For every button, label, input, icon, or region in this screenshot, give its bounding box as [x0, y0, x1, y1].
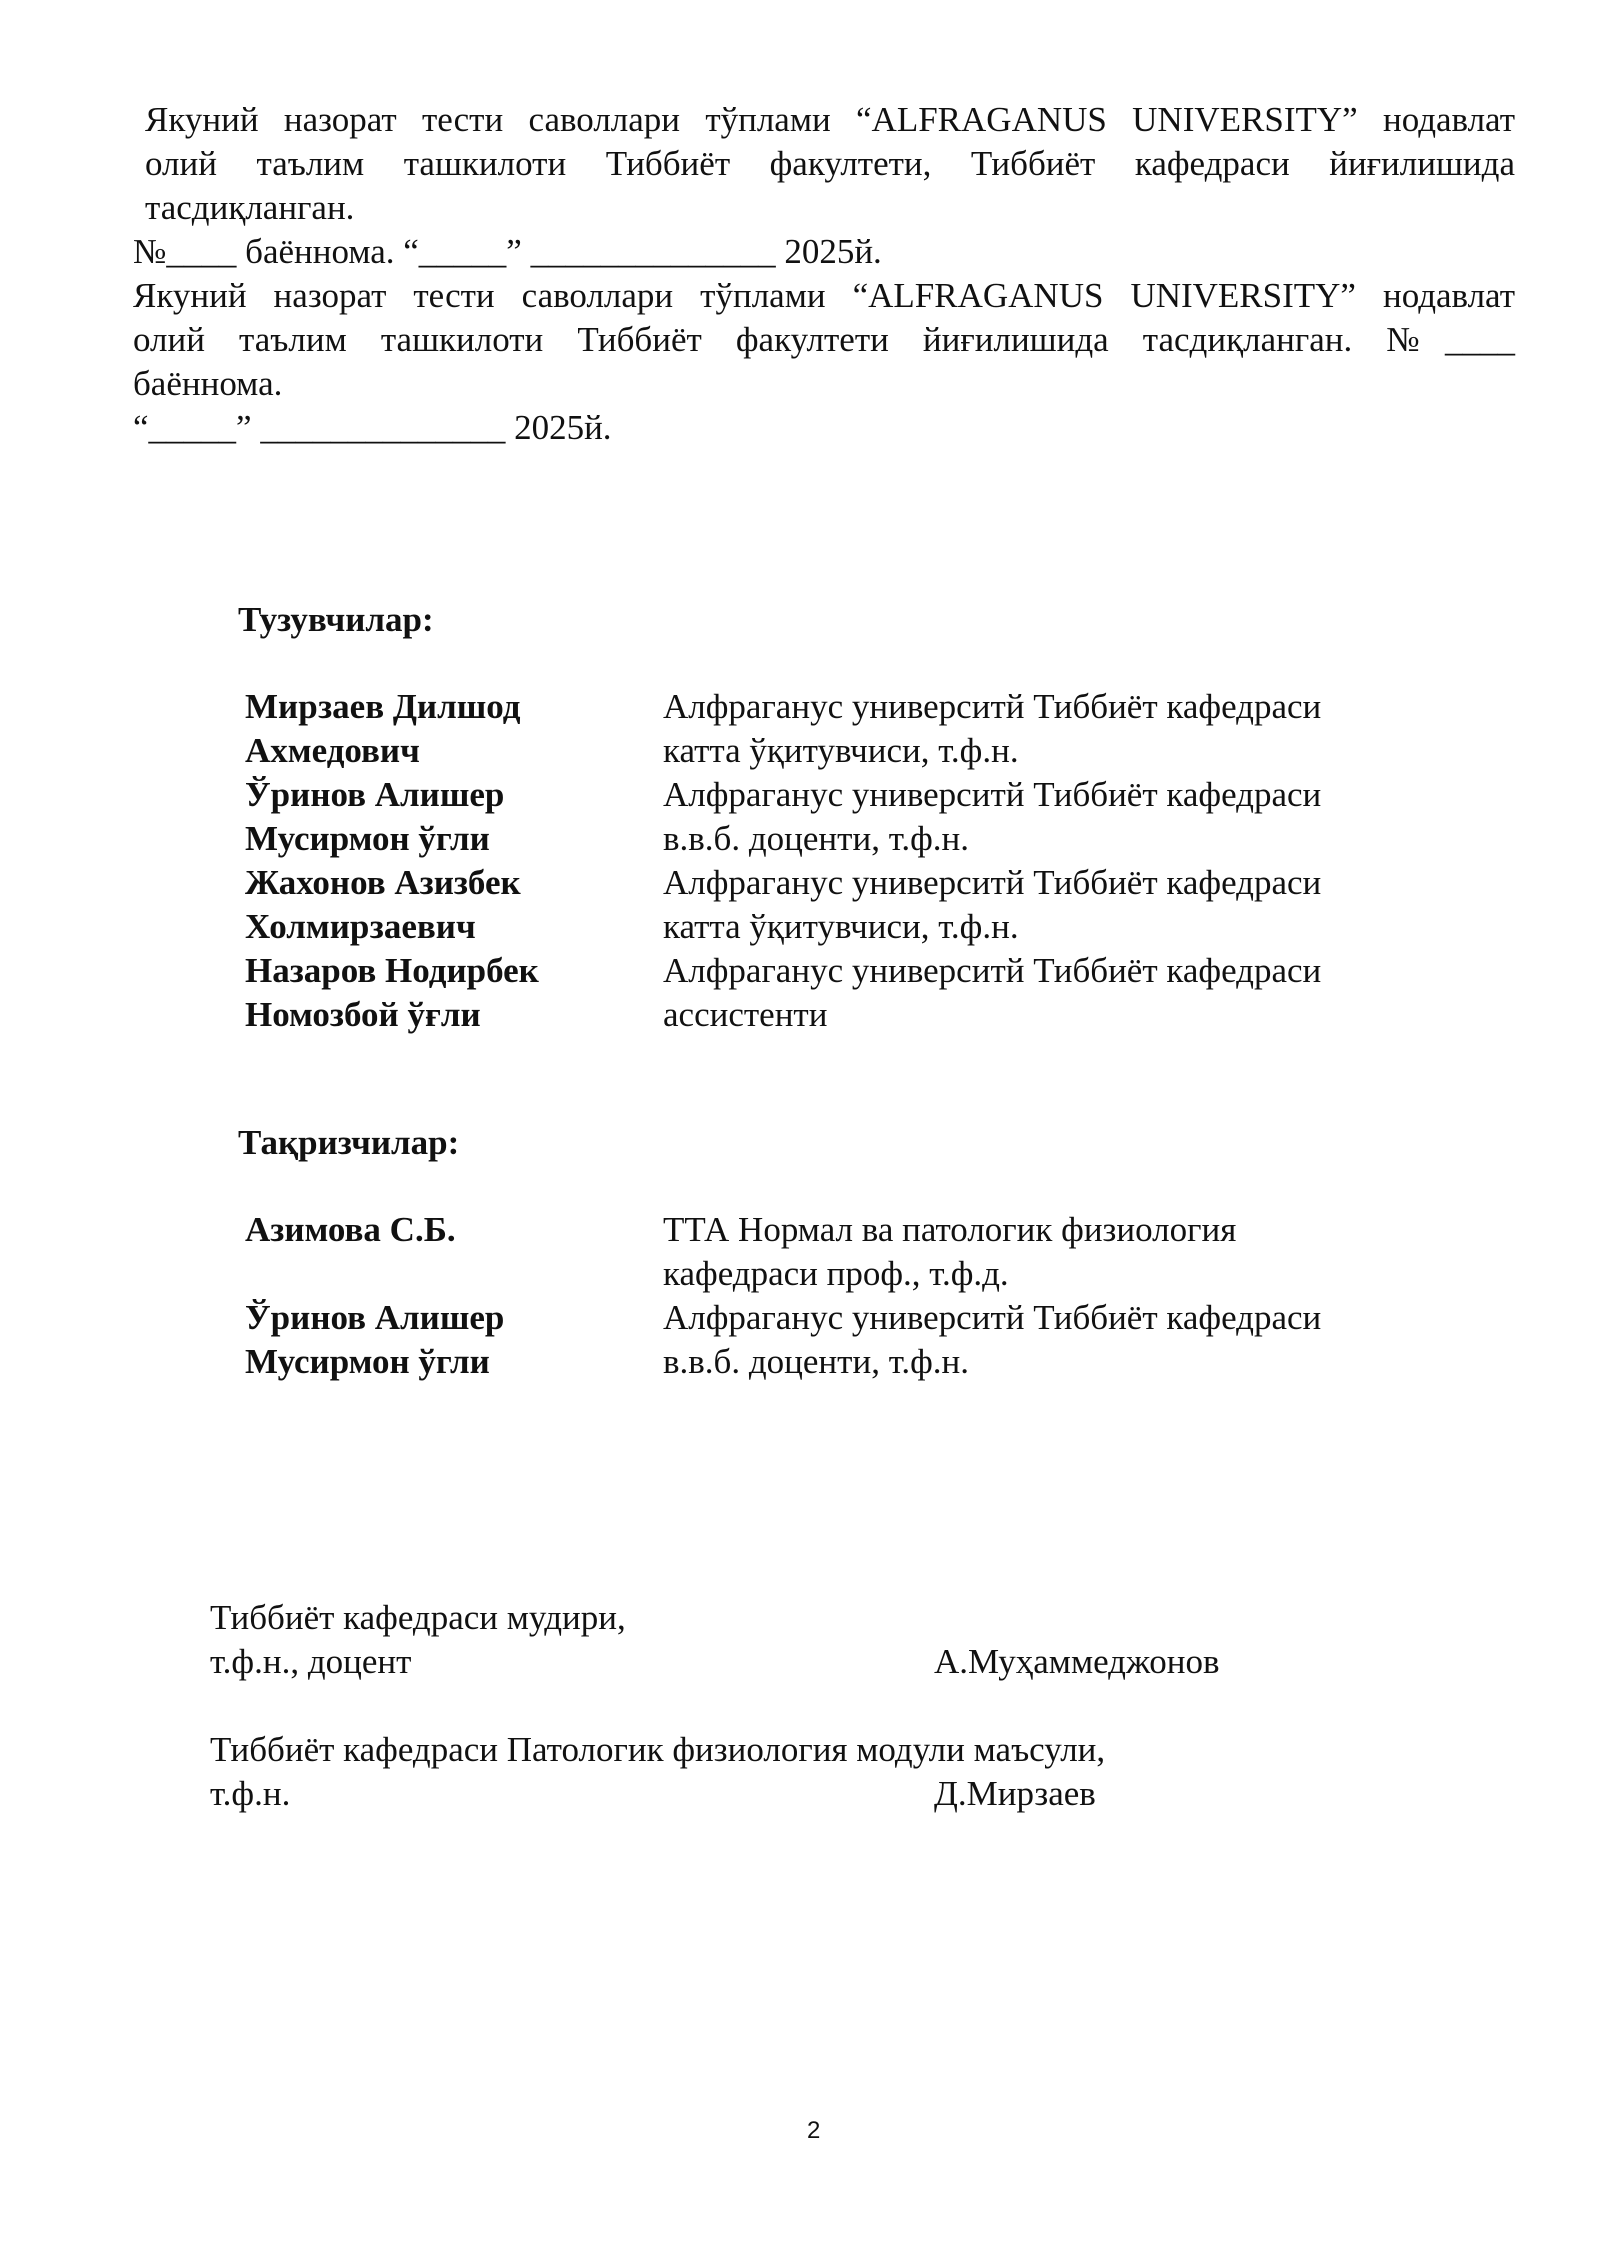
signature-title: Тиббиёт кафедраси мудири,: [210, 1598, 626, 1637]
person-name: Холмирзаевич: [245, 907, 476, 946]
person-position: кафедраси проф., т.ф.д.: [663, 1254, 1009, 1293]
person-name: Мусирмон ўгли: [245, 1342, 490, 1381]
person-position: катта ўқитувчиси, т.ф.н.: [663, 907, 1019, 946]
person-position: ТТА Нормал ва патологик физиология: [663, 1210, 1237, 1249]
person-name: Ахмедович: [245, 731, 420, 770]
approval-line: тасдиқланган.: [145, 188, 355, 227]
person-position: Алфраганус университй Тиббиёт кафедраси: [663, 951, 1322, 990]
person-position: Алфраганус университй Тиббиёт кафедраси: [663, 863, 1322, 902]
person-name: Жахонов Азизбек: [245, 863, 521, 902]
person-position: ассистенти: [663, 995, 828, 1034]
reviewers-heading: Тақризчилар:: [238, 1123, 460, 1162]
person-name: Мирзаев Дилшод: [245, 687, 521, 726]
person-name: Ўринов Алишер: [245, 1298, 505, 1337]
person-position: Алфраганус университй Тиббиёт кафедраси: [663, 1298, 1322, 1337]
signature-title: т.ф.н., доцент: [210, 1642, 412, 1681]
approval-line: Якуний назорат тести саволлари тўплами “ALFRAGANUS UNIVERSITY” нодавлат: [145, 100, 1515, 139]
person-position: в.в.б. доценти, т.ф.н.: [663, 1342, 970, 1381]
person-position: Алфраганус университй Тиббиёт кафедраси: [663, 687, 1322, 726]
person-name: Мусирмон ўгли: [245, 819, 490, 858]
compilers-heading: Тузувчилар:: [238, 600, 434, 639]
person-name: Ўринов Алишер: [245, 775, 505, 814]
approval-line: баённома.: [133, 364, 283, 403]
signer-name: Д.Мирзаев: [934, 1774, 1096, 1813]
approval-line: Якуний назорат тести саволлари тўплами “ALFRAGANUS UNIVERSITY” нодавлат: [133, 276, 1515, 315]
person-position: катта ўқитувчиси, т.ф.н.: [663, 731, 1019, 770]
page-number: 2: [807, 2117, 821, 2144]
signature-title: т.ф.н.: [210, 1774, 291, 1813]
protocol-line: №____ баённома. “_____” ______________ 2025й.: [133, 232, 882, 271]
person-position: в.в.б. доценти, т.ф.н.: [663, 819, 970, 858]
person-name: Номозбой ўғли: [245, 995, 481, 1034]
signer-name: А.Муҳаммеджонов: [934, 1642, 1220, 1681]
approval-line: олий таълим ташкилоти Тиббиёт факултети, Тиббиёт кафедраси йиғилишида: [145, 144, 1515, 183]
person-position: Алфраганус университй Тиббиёт кафедраси: [663, 775, 1322, 814]
approval-line: олий таълим ташкилоти Тиббиёт факултети йиғилишида тасдиқланган. №____: [133, 320, 1515, 359]
person-name: Назаров Нодирбек: [245, 951, 539, 990]
person-name: Азимова С.Б.: [245, 1210, 456, 1249]
signature-title: Тиббиёт кафедраси Патологик физиология модули маъсули,: [210, 1730, 1106, 1769]
date-line: “_____” ______________ 2025й.: [133, 408, 612, 447]
